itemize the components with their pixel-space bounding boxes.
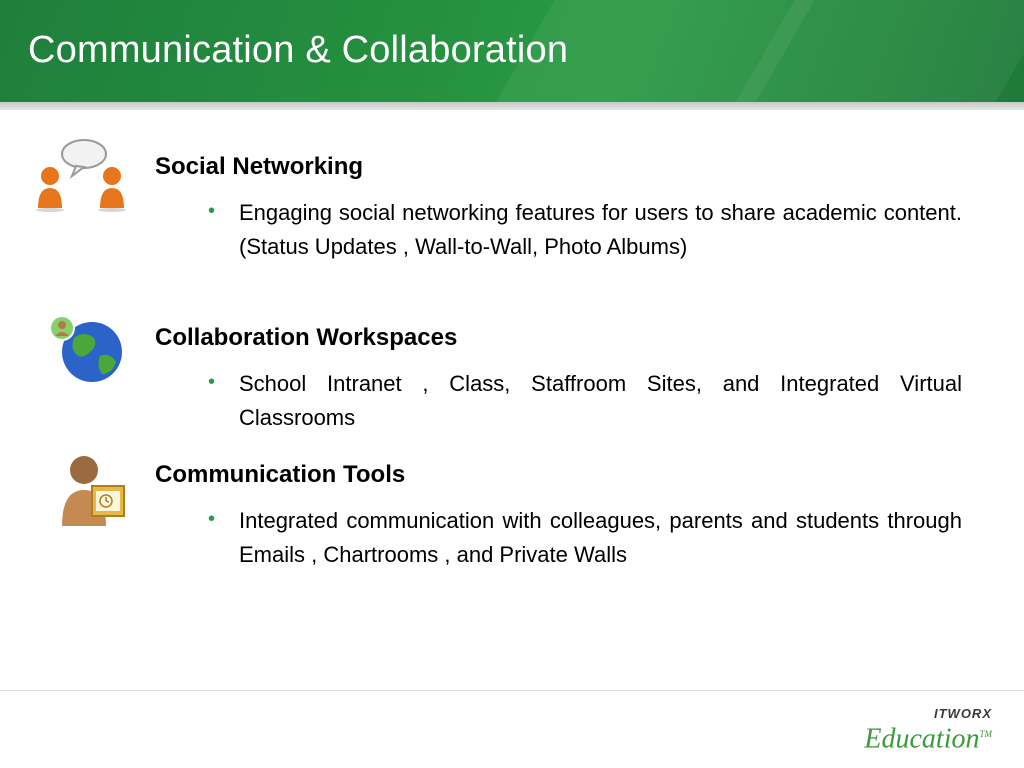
section-text: Integrated communication with colleagues, parents and students through Emails , Chartrooms , and Private Walls: [239, 508, 962, 567]
footer-divider: [0, 690, 1024, 691]
logo-education-text: [864, 719, 992, 754]
section-title: Collaboration Workspaces: [155, 324, 458, 351]
section-title: Communication Tools: [155, 461, 406, 488]
logo-itworx-text: ITWORX: [934, 706, 992, 721]
section-text: Engaging social networking features for users to share academic content. (Status Updates , Wall-to-Wall, Photo Albums): [239, 200, 962, 259]
slide-title: Communication & Collaboration: [28, 29, 569, 71]
title-bar: [0, 0, 1024, 102]
people-chat-icon: [30, 132, 130, 214]
title-divider: [0, 102, 1024, 110]
bullet-marker: •: [208, 371, 216, 393]
logo-education-word: Education: [864, 723, 980, 755]
logo-trademark: TM: [979, 729, 992, 739]
user-calendar-icon: [56, 450, 130, 530]
bullet-marker: •: [208, 200, 216, 222]
globe-user-icon: [46, 308, 128, 390]
section-title: Social Networking: [155, 153, 364, 180]
section-text: School Intranet , Class, Staffroom Sites, and Integrated Virtual Classrooms: [239, 371, 962, 430]
bullet-marker: •: [208, 508, 216, 530]
itworx-education-logo: [864, 706, 992, 754]
